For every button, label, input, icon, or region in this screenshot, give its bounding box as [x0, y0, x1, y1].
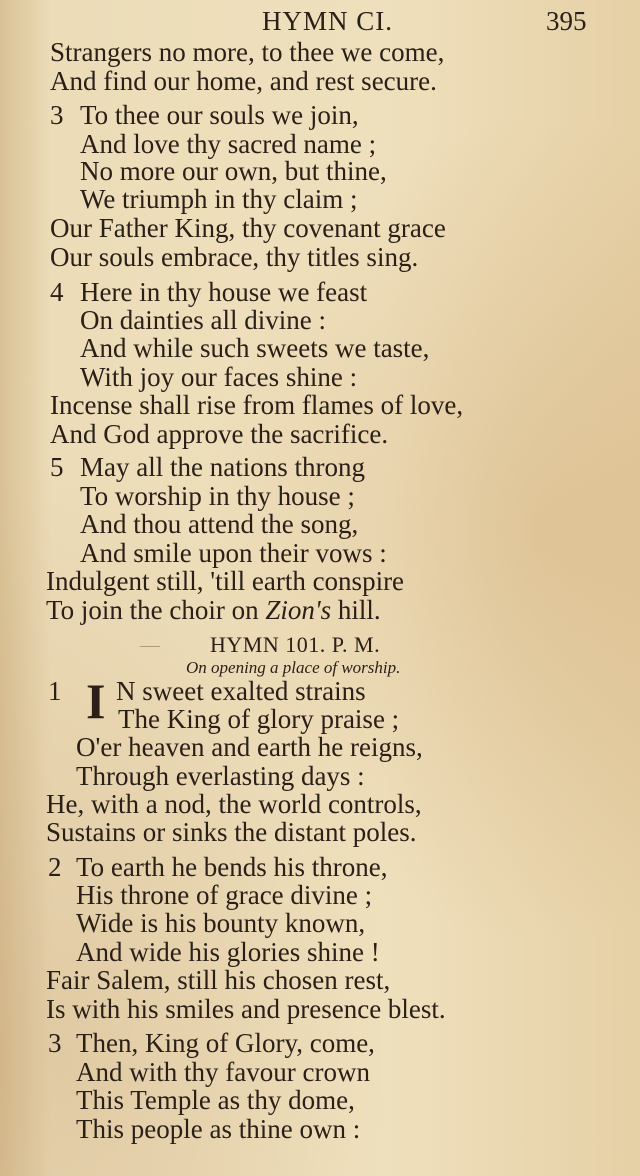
line-text-tail: hill.: [331, 595, 381, 625]
hymn-line: May all the nations throng: [80, 452, 365, 482]
hymn-line: Incense shall rise from flames of love,: [50, 390, 464, 420]
heading-dash: [140, 646, 160, 647]
stanza-number: 3: [48, 1028, 62, 1058]
page-number: 395: [546, 6, 587, 36]
hymn-line: To earth he bends his throne,: [76, 852, 388, 882]
hymn-line: And God approve the sacrifice.: [50, 419, 389, 449]
hymn-line: Through everlasting days :: [76, 761, 365, 791]
italic-place-name: Zion's: [265, 595, 332, 625]
stanza-number: 3: [50, 100, 64, 130]
hymn-line: And thou attend the song,: [80, 509, 359, 539]
hymn-line: His throne of grace divine ;: [76, 880, 373, 910]
hymn-line: Indulgent still, 'till earth conspire: [46, 566, 405, 596]
page-header: [0, 2, 640, 36]
hymn-line: Sustains or sinks the distant poles.: [46, 817, 417, 847]
hymn-line: N sweet exalted strains: [116, 676, 366, 706]
hymn-line: This Temple as thy dome,: [76, 1085, 355, 1115]
hymn-line: Is with his smiles and presence blest.: [46, 994, 446, 1024]
hymn-line: On dainties all divine :: [80, 305, 326, 335]
hymn-line: He, with a nod, the world controls,: [46, 789, 422, 819]
hymn-line: To thee our souls we join,: [80, 100, 359, 130]
hymn-line: Wide is his bounty known,: [76, 908, 366, 938]
hymn-line: The King of glory praise ;: [118, 704, 400, 734]
hymn-line: Fair Salem, still his chosen rest,: [46, 965, 391, 995]
stanza-number: 1: [48, 676, 62, 706]
hymn-line: No more our own, but thine,: [80, 156, 387, 186]
stanza-number: 4: [50, 277, 64, 307]
hymn-subheading: On opening a place of worship.: [186, 658, 401, 677]
hymn-heading: HYMN 101. P. M.: [210, 632, 381, 657]
hymn-line: To worship in thy house ;: [80, 481, 355, 511]
hymn-line: With joy our faces shine :: [80, 362, 358, 392]
hymn-line: Then, King of Glory, come,: [76, 1028, 375, 1058]
stanza-number: 5: [50, 452, 64, 482]
hymn-line: We triumph in thy claim ;: [80, 184, 358, 214]
stanza-number: 2: [48, 852, 62, 882]
running-title: HYMN CI.: [262, 6, 394, 36]
hymn-line: And with thy favour crown: [76, 1057, 370, 1087]
hymn-line: And wide his glories shine !: [76, 937, 380, 967]
hymn-line: And find our home, and rest secure.: [50, 66, 437, 96]
hymn-line: Our souls embrace, thy titles sing.: [50, 242, 419, 272]
drop-cap: I: [86, 673, 106, 729]
hymn-line: This people as thine own :: [76, 1114, 361, 1144]
line-text: To join the choir on: [46, 595, 266, 625]
hymn-line: O'er heaven and earth he reigns,: [76, 732, 423, 762]
hymn-line: Strangers no more, to thee we come,: [50, 37, 445, 67]
hymn-line: And smile upon their vows :: [80, 538, 387, 568]
hymn-line: And while such sweets we taste,: [80, 333, 430, 363]
hymn-line: Our Father King, thy covenant grace: [50, 213, 446, 243]
hymn-line: And love thy sacred name ;: [80, 129, 377, 159]
hymn-line: Here in thy house we feast: [80, 277, 368, 307]
hymn-line-with-italic: [46, 596, 381, 625]
